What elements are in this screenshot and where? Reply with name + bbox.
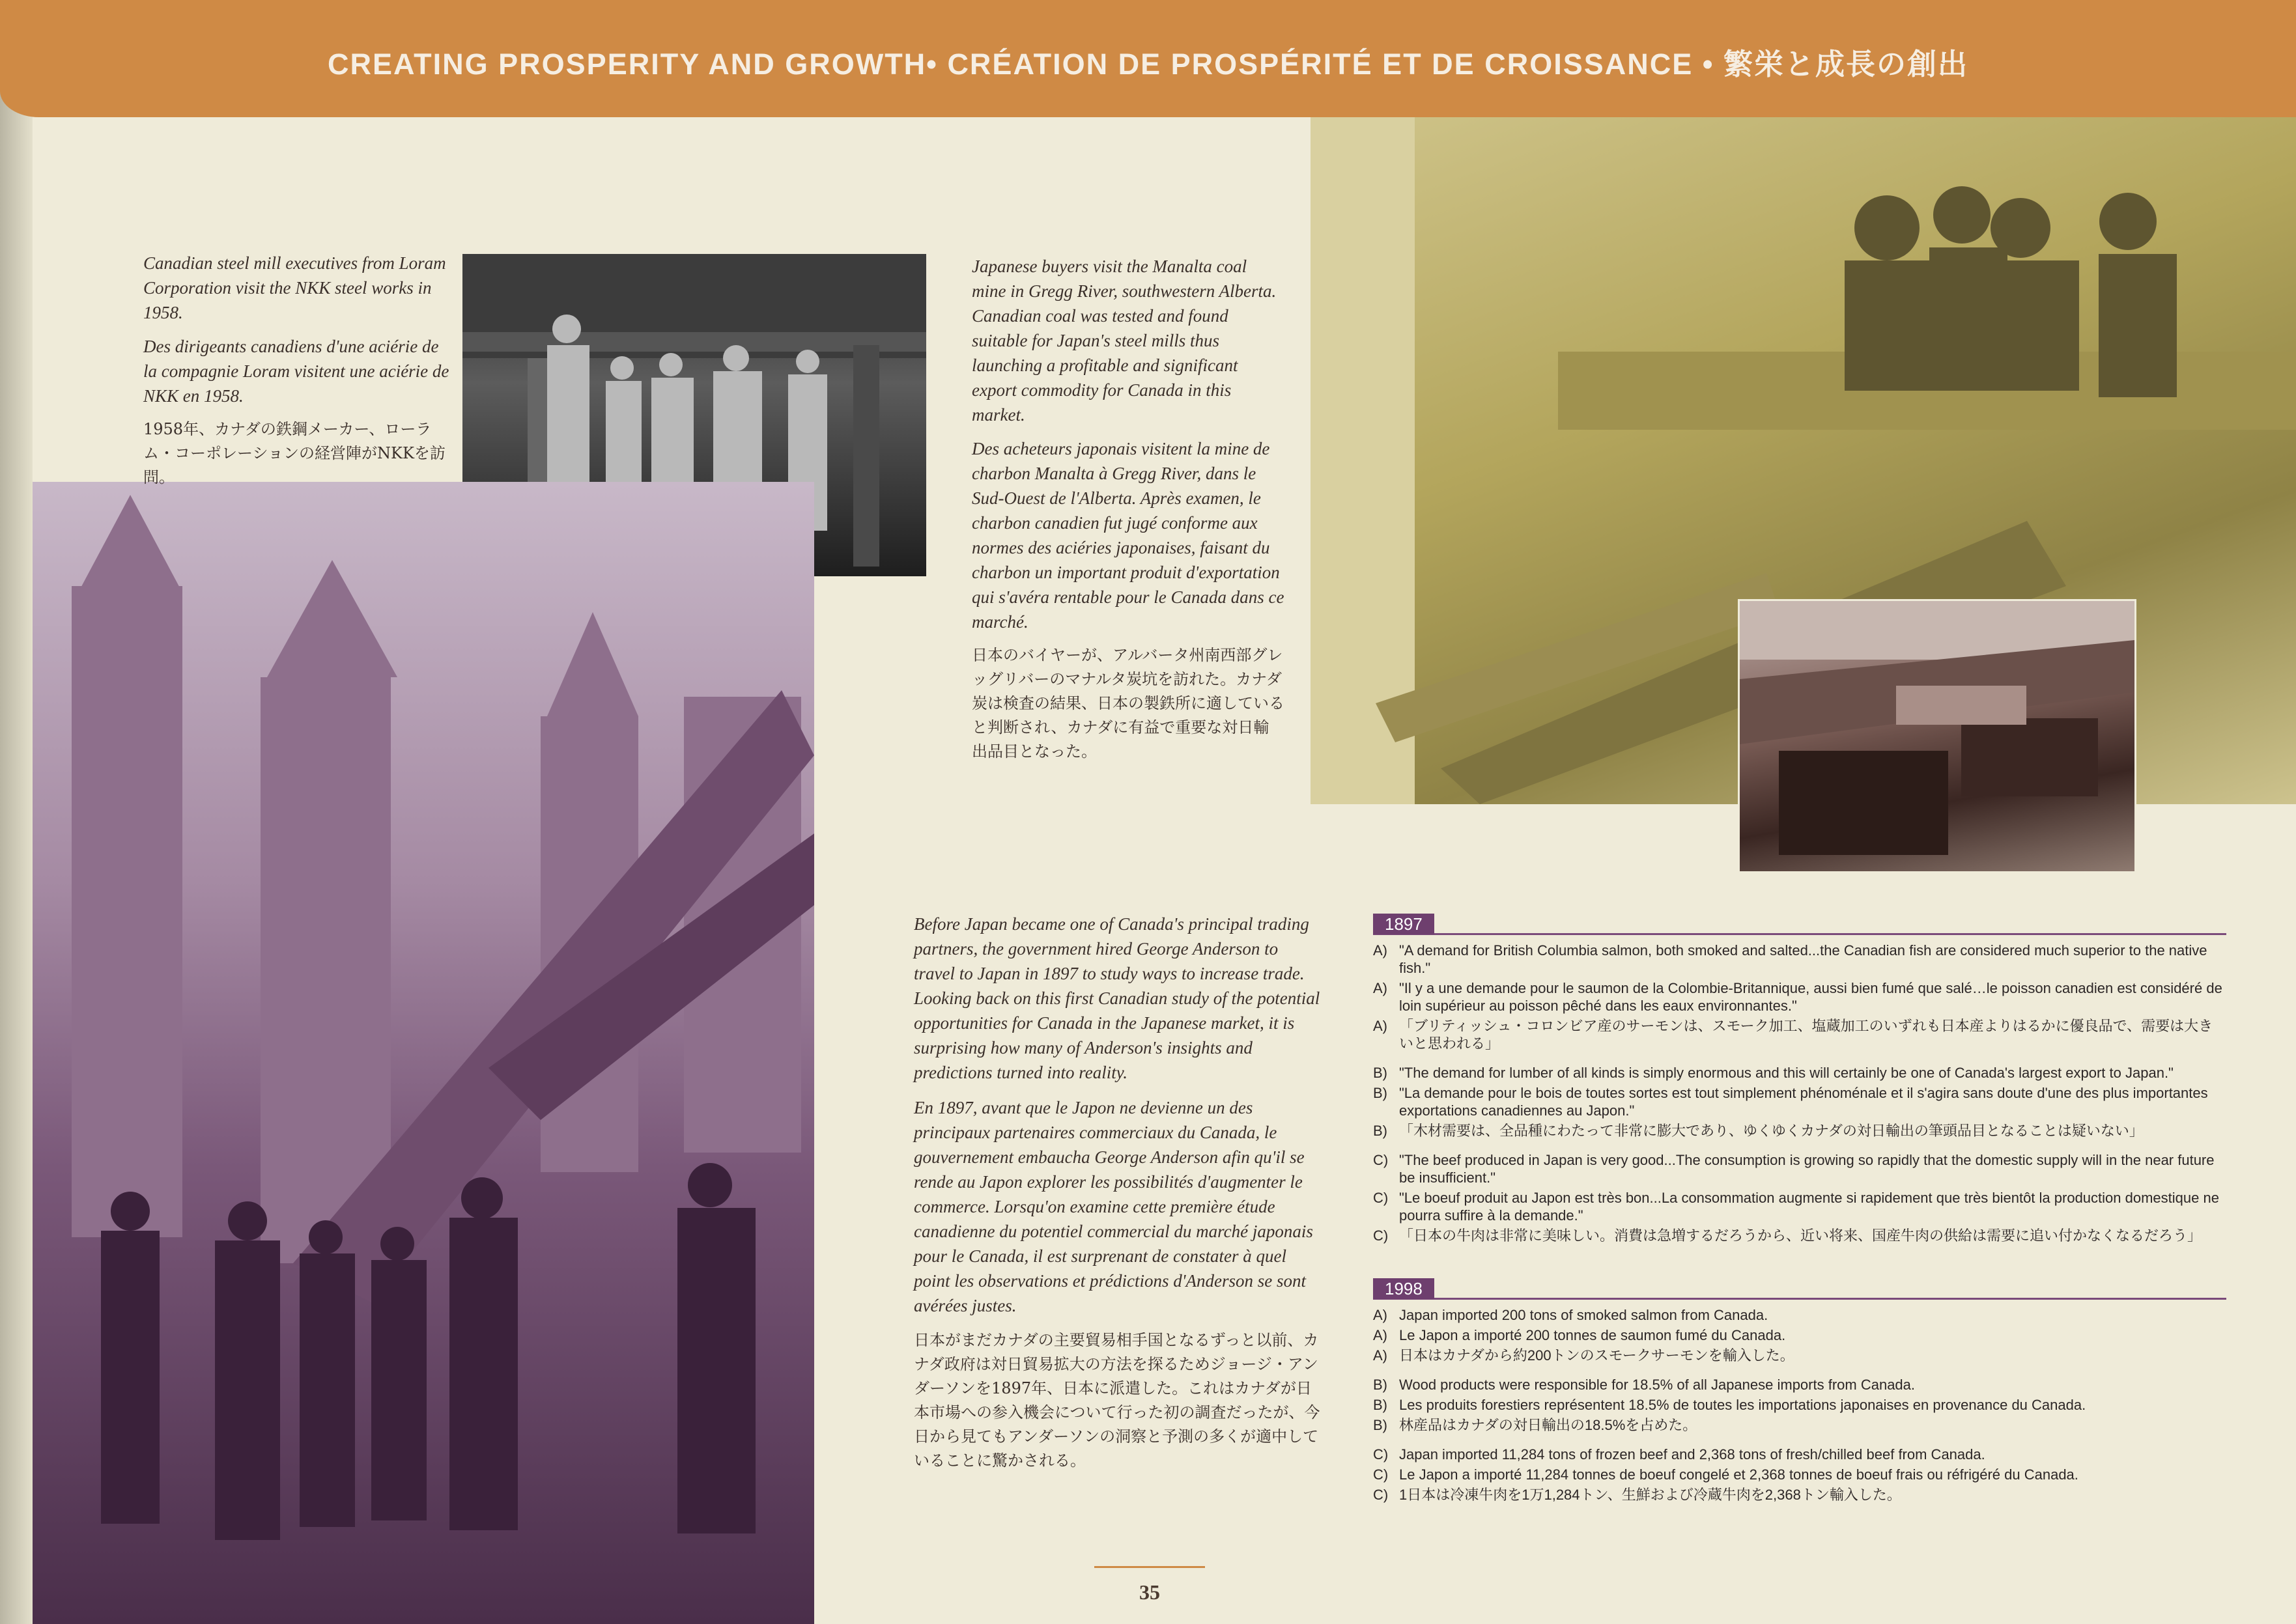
year-bar-1897 <box>1373 914 2226 935</box>
quote-item <box>1373 1189 2226 1224</box>
quote-text: 「ブリティッシュ・コロンビア産のサーモンは、スモーク加工、塩蔵加工のいずれも日本産よりはるかに優良品で、需要は大きいと思われる」 <box>1399 1018 2213 1052</box>
article-body-jp: 日本がまだカナダの主要貿易相手国となるずっと以前、カナダ政府は対日貿易拡大の方法を探るためジョージ・アンダーソンを1897年、日本に派遣した。これはカナダが日本市場への参入機会について行った初の調査だったが、今日から見てもアンダーソンの洞察と予測の多くが適中していることに驚かされる。 <box>914 1331 1320 1470</box>
quote-item <box>1373 1084 2226 1119</box>
quote-item <box>1373 1017 2226 1052</box>
quote-item <box>1373 1466 2226 1483</box>
port-loading-photo <box>1738 599 2136 873</box>
header-band <box>0 0 2296 117</box>
article-body-en: Before Japan became one of Canada's principal trading partners, the government hired George Anderson to travel to Japan in 1897 to study ways to increase trade. Looking back on this first Canadian study of the potential opportunities for Canada in the Japanese market, it is surprising how many of Anderson's insights and predictions turned into reality. <box>914 914 1320 1082</box>
quote-letter: A) <box>1373 1307 1387 1323</box>
steel-plant-photo-art <box>33 482 814 1624</box>
steel-mill-caption <box>143 251 449 499</box>
quote-item <box>1373 1151 2226 1186</box>
quote-text: Japan imported 200 tons of smoked salmon from Canada. <box>1399 1307 1768 1323</box>
quote-letter: A) <box>1373 1018 1387 1034</box>
quote-letter: A) <box>1373 942 1387 959</box>
quote-text: Les produits forestiers représentent 18.5% de toutes les importations japonaises en provenance du Canada. <box>1399 1397 2086 1413</box>
quotes-1998 <box>1373 1278 2226 1506</box>
quote-text: "The beef produced in Japan is very good...The consumption is growing so rapidly that the domestic supply will in the near future be insufficient." <box>1399 1152 2215 1186</box>
quote-item <box>1373 1347 2226 1364</box>
quote-letter: C) <box>1373 1152 1389 1168</box>
steel-mill-caption-en: Canadian steel mill executives from Loram Corporation visit the NKK steel works in 1958. <box>143 253 446 322</box>
quote-letter: C) <box>1373 1466 1389 1483</box>
quote-letter: A) <box>1373 1347 1387 1364</box>
quote-group-gap <box>1373 1436 2226 1446</box>
quote-letter: C) <box>1373 1487 1389 1503</box>
quote-letter: B) <box>1373 1065 1387 1081</box>
year-bar-1998 <box>1373 1278 2226 1300</box>
header-title: CREATING PROSPERITY AND GROWTH• CRÉATION DE PROSPÉRITÉ ET DE CROISSANCE • 繁栄と成長の創出 <box>327 48 1968 81</box>
port-loading-photo-art <box>1740 601 2134 871</box>
steel-mill-caption-jp: 1958年、カナダの鉄鋼メーカー、ローラム・コーポレーションの経営陣がNKKを訪問。 <box>143 420 446 486</box>
year-tag-1998: 1998 <box>1373 1278 1434 1299</box>
quote-item <box>1373 1486 2226 1504</box>
quotes-1897-list <box>1373 942 2226 1244</box>
quote-text: "The demand for lumber of all kinds is simply enormous and this will certainly be one of Canada's largest export to Japan." <box>1399 1065 2174 1081</box>
quote-text: "La demande pour le bois de toutes sortes est tout simplement phénoménale et il s'agira sans doute d'une des plus importantes exportations canadiennes au Japon." <box>1399 1085 2208 1119</box>
page-number: 35 <box>1139 1580 1160 1604</box>
quote-letter: B) <box>1373 1397 1387 1413</box>
quote-group-gap <box>1373 1142 2226 1151</box>
quote-text: Wood products were responsible for 18.5% of all Japanese imports from Canada. <box>1399 1377 1916 1393</box>
quote-text: "Il y a une demande pour le saumon de la Colombie-Britannique, aussi bien fumé que salé…le poisson canadien est considéré de loin supérieur au poisson pêché dans les eaux environnantes." <box>1399 980 2222 1014</box>
year-tag-1897: 1897 <box>1373 914 1434 934</box>
quote-text: Japan imported 11,284 tons of frozen beef and 2,368 tons of fresh/chilled beef from Canada. <box>1399 1446 1985 1463</box>
quote-item <box>1373 1396 2226 1414</box>
quote-group-gap <box>1373 1367 2226 1376</box>
quote-letter: B) <box>1373 1085 1387 1101</box>
quotes-1897 <box>1373 914 2226 1247</box>
coal-mine-caption-fr: Des acheteurs japonais visitent la mine de charbon Manalta à Gregg River, dans le Sud-Ouest de l'Alberta. Après examen, le charbon canadien fut jugé conforme aux normes des aciéries japonaises, faisant du charbon un important produit d'exportation qui s'avéra rentable pour le Canada dans ce marché. <box>972 439 1284 632</box>
quote-group-gap <box>1373 1055 2226 1064</box>
quote-item <box>1373 1306 2226 1324</box>
quote-text: 林産品はカナダの対日輸出の18.5%を占めた。 <box>1399 1417 1697 1433</box>
quote-text: 日本はカナダから約200トンのスモークサーモンを輸入した。 <box>1399 1347 1794 1364</box>
book-spine <box>0 0 33 1624</box>
quote-item <box>1373 1446 2226 1463</box>
coal-mine-caption-en: Japanese buyers visit the Manalta coal mine in Gregg River, southwestern Alberta. Canadian coal was tested and found suitable for Japan's steel mills thus launching a profitable and significant export commodity for Canada in this market. <box>972 257 1277 425</box>
quote-text: Le Japon a importé 200 tonnes de saumon fumé du Canada. <box>1399 1327 1786 1343</box>
quote-item <box>1373 979 2226 1015</box>
steel-mill-caption-fr: Des dirigeants canadiens d'une aciérie de la compagnie Loram visitent une aciérie de NKK en 1958. <box>143 337 449 406</box>
quote-text: "Le boeuf produit au Japon est très bon...La consommation augmente si rapidement que très bientôt la production domestique ne pourra suffire à la demande." <box>1399 1190 2219 1224</box>
quote-text: 「日本の牛肉は非常に美味しい。消費は急増するだろうから、近い将来、国産牛肉の供給は需要に追い付かなくなるだろう」 <box>1399 1227 2202 1244</box>
quote-letter: B) <box>1373 1123 1387 1139</box>
quote-item <box>1373 1064 2226 1082</box>
quote-item <box>1373 1122 2226 1140</box>
quote-letter: C) <box>1373 1227 1389 1244</box>
quote-item <box>1373 1416 2226 1434</box>
coal-mine-caption <box>972 254 1284 773</box>
quote-letter: B) <box>1373 1377 1387 1393</box>
coal-mine-caption-jp: 日本のバイヤーが、アルバータ州南西部グレッグリバーのマナルタ炭坑を訪れた。カナダ炭は検査の結果、日本の製鉄所に適していると判断され、カナダに有益で重要な対日輸出品目となった。 <box>972 646 1284 761</box>
quote-text: 「木材需要は、全品種にわたって非常に膨大であり、ゆくゆくカナダの対日輸出の筆頭品目となることは疑いない」 <box>1399 1123 2144 1139</box>
article-body <box>914 912 1321 1483</box>
quote-text: Le Japon a importé 11,284 tonnes de boeuf congelé et 2,368 tonnes de boeuf frais ou réfrigéré du Canada. <box>1399 1466 2078 1483</box>
quote-letter: C) <box>1373 1446 1389 1463</box>
quote-text: 1日本は冷凍牛肉を1万1,284トン、生鮮および冷蔵牛肉を2,368トン輸入した。 <box>1399 1487 1901 1503</box>
steel-plant-photo <box>33 482 814 1624</box>
quote-text: "A demand for British Columbia salmon, both smoked and salted...the Canadian fish are considered much superior to the native fish." <box>1399 942 2207 976</box>
article-body-fr: En 1897, avant que le Japon ne devienne un des principaux partenaires commerciaux du Canada, le gouvernement embaucha George Anderson afin qu'il se rende au Japon explorer les possibilités d'augmenter le commerce. Lorsqu'on examine cette première étude canadienne du potentiel commercial du marché japonais pour le Canada, il est surprenant de constater à quel point les observations et prédictions d'Anderson se sont avérées justes. <box>914 1098 1313 1315</box>
quote-item <box>1373 942 2226 977</box>
quote-item <box>1373 1326 2226 1344</box>
quote-letter: B) <box>1373 1417 1387 1433</box>
quote-letter: A) <box>1373 1327 1387 1343</box>
quote-item <box>1373 1227 2226 1244</box>
quote-letter: C) <box>1373 1190 1389 1206</box>
quotes-1998-list <box>1373 1306 2226 1504</box>
quote-letter: A) <box>1373 980 1387 996</box>
quote-item <box>1373 1376 2226 1393</box>
